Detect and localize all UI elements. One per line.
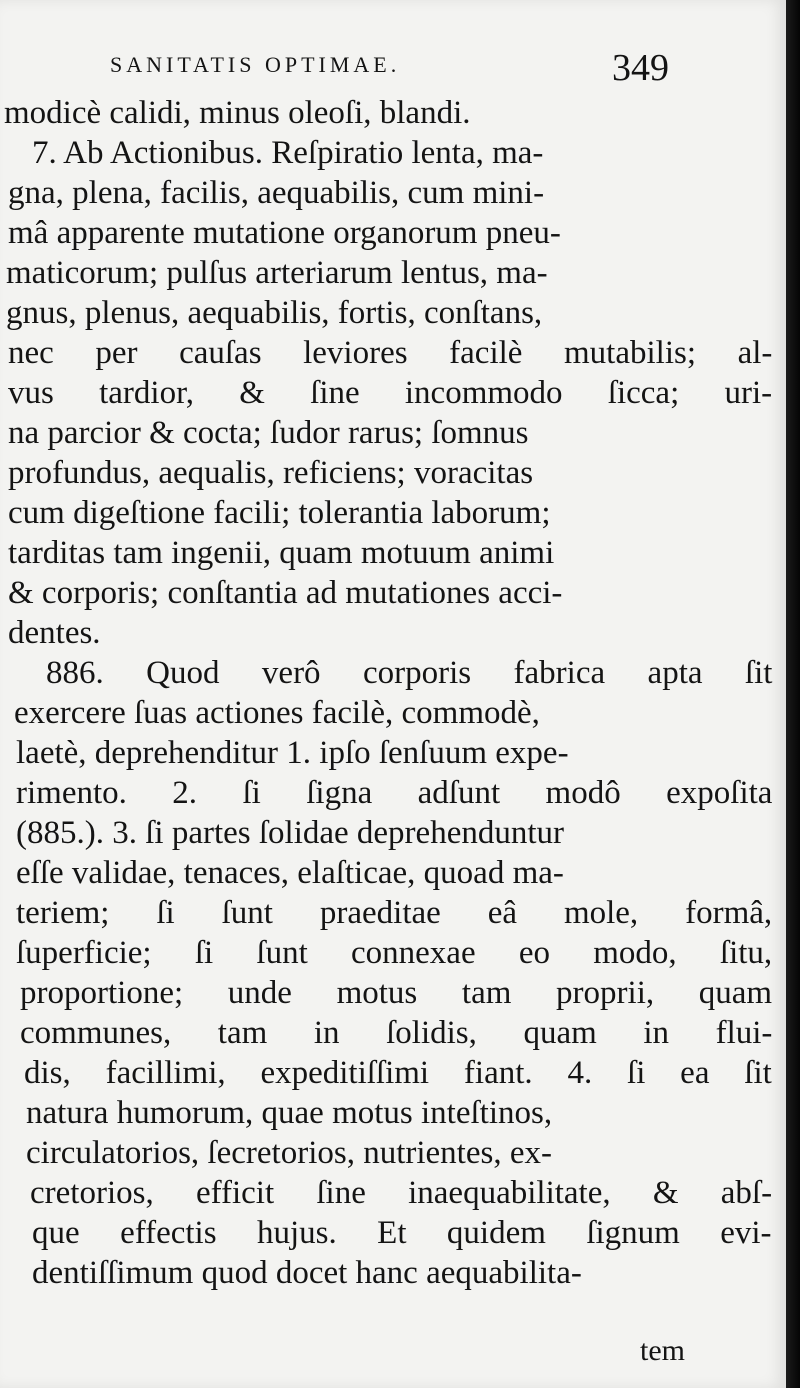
text-line: vus tardior, & ſine incommodo ſicca; uri- (8, 375, 773, 411)
text-line: profundus, aequalis, reficiens; voracitas (8, 455, 534, 491)
text-line: gna, plena, facilis, aequabilis, cum mini- (8, 175, 545, 211)
text-line: ſuperficie; ſi ſunt connexae eo modo, ſitu, (16, 935, 773, 971)
text-line: eſſe validae, tenaces, elaſticae, quoad ma- (16, 855, 564, 891)
text-line: natura humorum, quae motus inteſtinos, (26, 1095, 553, 1131)
running-head: SANITATIS OPTIMAE. (110, 52, 401, 77)
text-line: na parcior & cocta; ſudor rarus; ſomnus (8, 415, 529, 451)
text-line: (885.). 3. ſi partes ſolidae deprehenduntur (16, 815, 564, 851)
text-line: modicè calidi, minus oleoſi, blandi. (4, 95, 471, 131)
text-line: dis, facillimi, expeditiſſimi fiant. 4. ſi ea ſit (24, 1055, 772, 1091)
text-line: dentes. (8, 615, 101, 651)
text-line: maticorum; pulſus arteriarum lentus, ma- (6, 255, 548, 291)
text-line: nec per cauſas leviores facilè mutabilis; al- (8, 335, 773, 371)
text-line: que effectis hujus. Et quidem ſignum evi- (32, 1215, 772, 1251)
text-line: gnus, plenus, aequabilis, fortis, conſtans, (6, 295, 543, 331)
text-line: cum digeſtione facili; tolerantia laborum; (8, 495, 551, 531)
text-line: rimento. 2. ſi ſigna adſunt modô expoſita (16, 775, 773, 811)
text-line: mâ apparente mutatione organorum pneu- (8, 215, 561, 251)
catchword: tem (640, 1334, 685, 1367)
text-line: tarditas tam ingenii, quam motuum animi (8, 535, 555, 571)
text-line: circulatorios, ſecretorios, nutrientes, ex- (26, 1135, 552, 1171)
text-line: & corporis; conſtantia ad mutationes acci- (8, 575, 563, 611)
text-line: communes, tam in ſolidis, quam in flui- (20, 1015, 773, 1051)
text-line: exercere ſuas actiones facilè, commodè, (14, 695, 540, 731)
text-line: dentiſſimum quod docet hanc aequabilita- (32, 1255, 582, 1291)
page-header (0, 46, 786, 96)
section-heading-line: 886. Quod verô corporis fabrica apta ſit (46, 655, 773, 691)
page-number: 349 (612, 47, 669, 89)
text-line: 7. Ab Actionibus. Reſpiratio lenta, ma- (32, 135, 544, 171)
text-line: laetè, deprehenditur 1. ipſo ſenſuum expe- (16, 735, 569, 771)
text-line: teriem; ſi ſunt praeditae eâ mole, formâ, (16, 895, 773, 931)
text-line: proportione; unde motus tam proprii, quam (20, 975, 773, 1011)
text-line: cretorios, efficit ſine inaequabilitate, & abſ- (30, 1175, 773, 1211)
page-edge-shadow (786, 0, 800, 1388)
